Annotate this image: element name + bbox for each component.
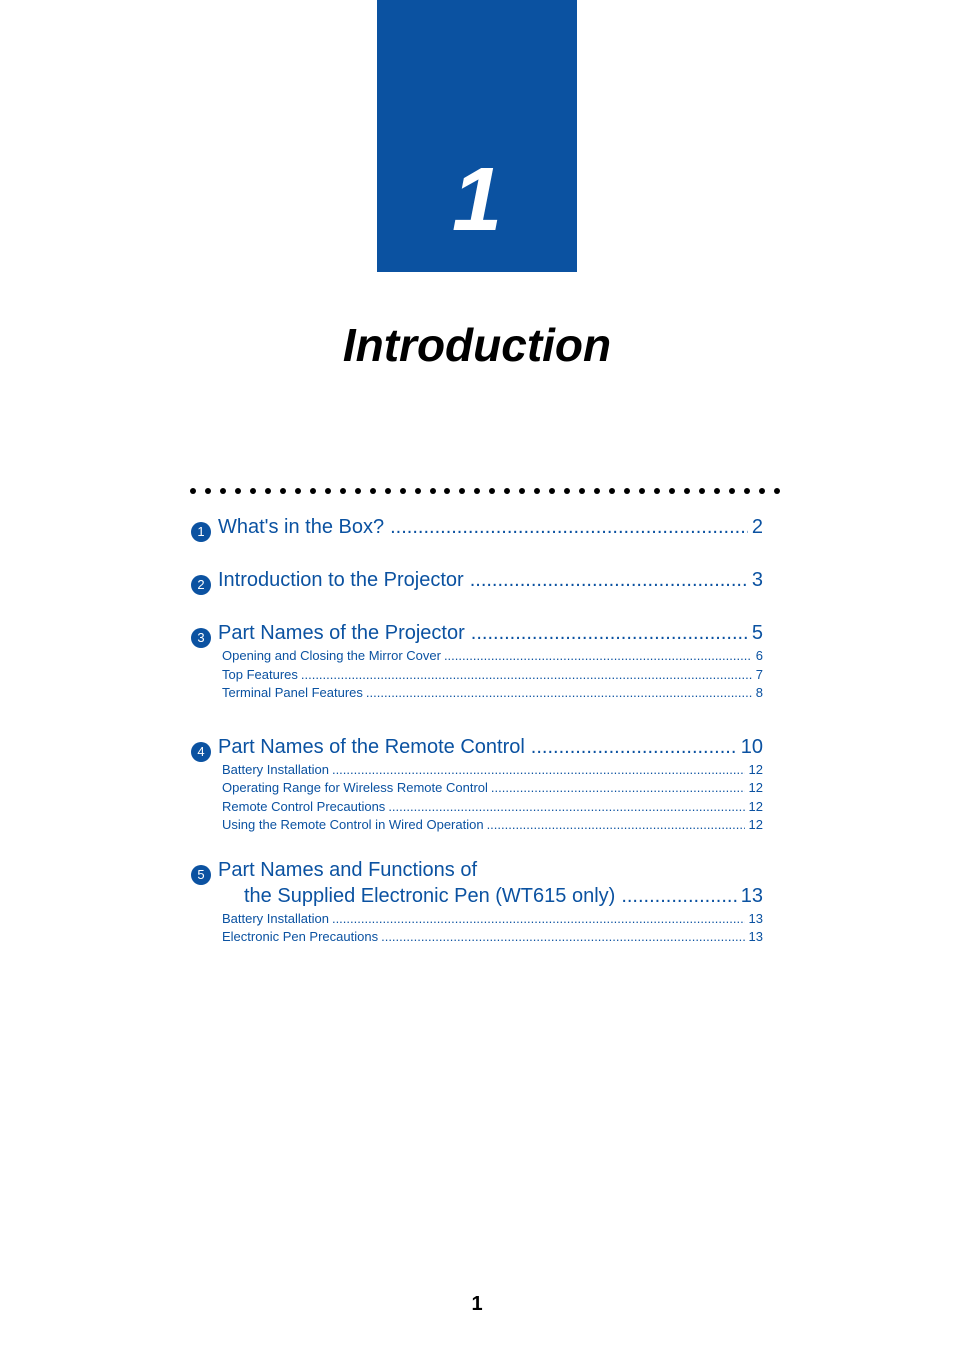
section-number-badge: 3 xyxy=(191,628,211,648)
toc-entry[interactable] xyxy=(191,734,763,760)
toc-subentries xyxy=(191,647,763,703)
toc-subentries xyxy=(191,761,763,835)
toc-subentry-title: Opening and Closing the Mirror Cover xyxy=(222,648,441,663)
toc-section-2 xyxy=(191,567,763,593)
table-of-contents xyxy=(191,514,763,947)
toc-entry[interactable] xyxy=(191,514,763,540)
toc-subentry-page: 8 xyxy=(755,685,763,700)
toc-subentry-page: 12 xyxy=(748,761,763,777)
toc-subentry-title: Top Features xyxy=(222,666,298,682)
toc-subentry-title: Remote Control Precautions xyxy=(222,798,386,814)
toc-subentry-page: 12 xyxy=(748,780,763,795)
dot-leader xyxy=(470,567,748,593)
toc-entry[interactable] xyxy=(191,620,763,646)
toc-subentry-title: Battery Installation xyxy=(222,761,329,777)
toc-entry-title: Part Names and Functions of xyxy=(218,858,478,881)
dot-leader xyxy=(388,798,744,817)
toc-section-4 xyxy=(191,734,763,835)
toc-subentry[interactable] xyxy=(222,816,763,835)
dot-leader xyxy=(531,734,737,760)
dotted-divider xyxy=(190,484,780,498)
toc-entry-title-continued: the Supplied Electronic Pen (WT615 only) xyxy=(244,884,616,907)
toc-subentry-title: Operating Range for Wireless Remote Control xyxy=(222,780,488,795)
toc-subentry[interactable] xyxy=(222,798,763,817)
dot-leader xyxy=(366,684,752,703)
toc-entry-title: Introduction to the Projector xyxy=(218,569,464,591)
toc-subentry[interactable] xyxy=(222,928,763,947)
toc-subentry-title: Using the Remote Control in Wired Operation xyxy=(222,817,484,832)
section-number-badge: 5 xyxy=(191,865,211,885)
dot-leader xyxy=(381,928,744,947)
dot-leader xyxy=(332,910,745,929)
section-number-badge: 4 xyxy=(191,742,211,762)
toc-entry-page: 10 xyxy=(740,735,763,758)
toc-entry[interactable] xyxy=(191,567,763,593)
toc-subentries xyxy=(191,910,763,947)
section-number-badge: 2 xyxy=(191,575,211,595)
section-number-badge: 1 xyxy=(191,522,211,542)
toc-entry-title: Part Names of the Projector xyxy=(218,622,465,644)
toc-section-5 xyxy=(191,857,763,947)
toc-entry-page: 3 xyxy=(751,569,763,591)
toc-subentry-page: 12 xyxy=(748,817,763,832)
toc-subentry-page: 13 xyxy=(748,910,763,926)
chapter-title: Introduction xyxy=(342,319,612,371)
toc-entry-title: What's in the Box? xyxy=(218,516,385,538)
toc-subentry-page: 12 xyxy=(748,798,763,814)
toc-subentry-page: 7 xyxy=(755,666,763,682)
toc-subentry[interactable] xyxy=(222,761,763,780)
toc-section-1 xyxy=(191,514,763,540)
toc-subentry[interactable] xyxy=(222,684,763,703)
dot-leader xyxy=(487,816,745,835)
dot-leader xyxy=(444,647,752,666)
toc-subentry[interactable] xyxy=(222,779,763,798)
dot-leader xyxy=(301,666,752,685)
toc-entry-title: Part Names of the Remote Control xyxy=(218,735,525,758)
dot-leader xyxy=(332,761,745,780)
toc-subentry-title: Battery Installation xyxy=(222,910,329,926)
toc-entry-page: 13 xyxy=(740,884,763,907)
toc-section-3 xyxy=(191,620,763,703)
toc-subentry-page: 13 xyxy=(748,929,763,944)
dot-leader xyxy=(471,620,748,646)
chapter-number: 1 xyxy=(451,150,503,250)
toc-entry[interactable] xyxy=(191,857,763,883)
toc-entry-page: 2 xyxy=(751,516,763,538)
toc-subentry[interactable] xyxy=(222,647,763,666)
dot-leader xyxy=(621,883,736,909)
toc-subentry[interactable] xyxy=(222,910,763,929)
toc-subentry-page: 6 xyxy=(755,648,763,663)
toc-subentry-title: Electronic Pen Precautions xyxy=(222,929,379,944)
page-number: 1 xyxy=(471,1293,483,1315)
chapter-number-block xyxy=(377,0,577,272)
toc-subentry[interactable] xyxy=(222,666,763,685)
toc-subentry-title: Terminal Panel Features xyxy=(222,685,363,700)
dot-leader xyxy=(491,779,745,798)
toc-entry-continued[interactable] xyxy=(191,883,763,909)
dot-leader xyxy=(390,514,748,540)
toc-entry-page: 5 xyxy=(751,622,763,644)
